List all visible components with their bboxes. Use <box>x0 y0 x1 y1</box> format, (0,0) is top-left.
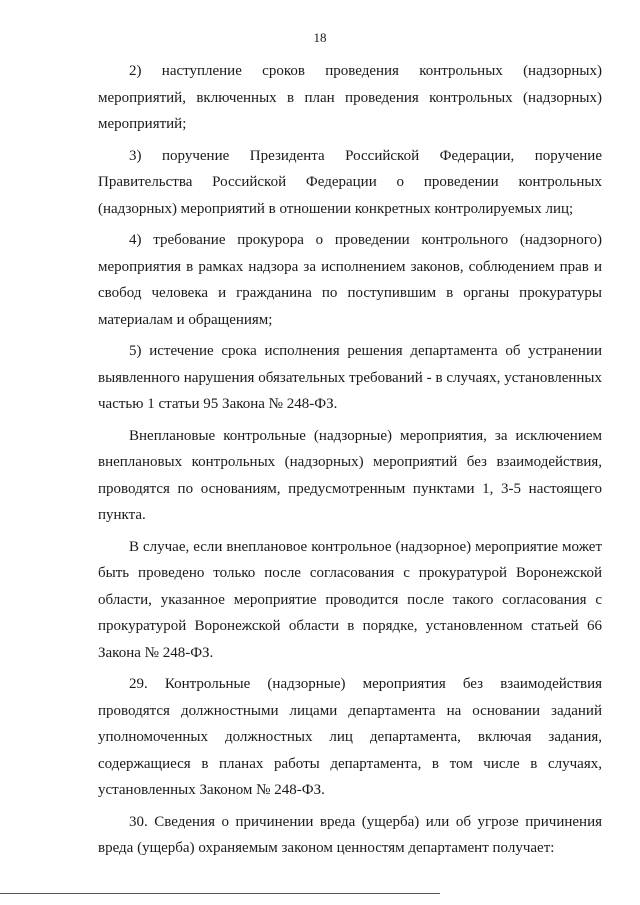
list-item-5: 5) истечение срока исполнения решения департамента об устранении выявленного нарушения обязательных требований - в случаях, установленных частью 1 статьи 95 Закона № 248-ФЗ. <box>98 343 602 412</box>
document-body <box>98 58 602 867</box>
paragraph-prosecutor-approval: В случае, если внеплановое контрольное (надзорное) мероприятие может быть проведено только после согласования с прокуратурой Воронежской области, указанное мероприятие проводится после такого согласования с прокуратурой Воронежской области в порядке, установленном статьей 66 Закона № 248-ФЗ. <box>98 538 602 661</box>
list-item-4: 4) требование прокурора о проведении контрольного (надзорного) мероприятия в рамках надзора за исполнением законов, соблюдением прав и свобод человека и гражданина по поступившим в органы прокуратуры материалам и обращениям; <box>98 232 602 328</box>
list-item-2: 2) наступление сроков проведения контрольных (надзорных) мероприятий, включенных в план проведения контрольных (надзорных) мероприятий; <box>98 63 602 132</box>
page-number: 18 <box>313 30 327 45</box>
paragraph-unscheduled-grounds: Внеплановые контрольные (надзорные) мероприятия, за исключением внеплановых контрольных (надзорных) мероприятий без взаимодействия, проводятся по основаниям, предусмотренным пунктами 1, 3-5 настоящего пункта. <box>98 427 602 523</box>
clause-29: 29. Контрольные (надзорные) мероприятия без взаимодействия проводятся должностными лицами департамента на основании заданий уполномоченных должностных лиц департамента, включая задания, содержащиеся в планах работы департамента, в том числе в случаях, установленных Законом № 248-ФЗ. <box>98 676 602 798</box>
list-item-3: 3) поручение Президента Российской Федерации, поручение Правительства Российской Федерации о проведении контрольных (надзорных) мероприятий в отношении конкретных контролируемых лиц; <box>98 147 602 217</box>
footer-divider <box>0 893 440 894</box>
clause-30: 30. Сведения о причинении вреда (ущерба) или об угрозе причинения вреда (ущерба) охраняемым законом ценностям департамент получает: <box>98 813 602 856</box>
